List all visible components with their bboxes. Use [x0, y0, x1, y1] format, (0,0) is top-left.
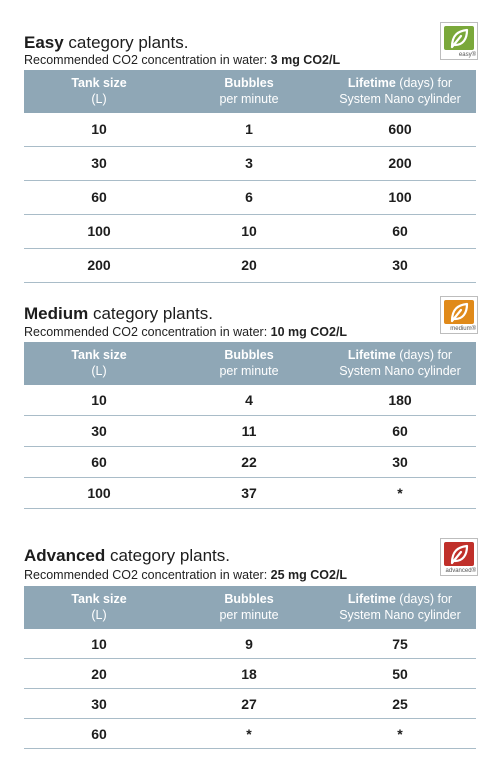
- table-header: [24, 342, 476, 385]
- header-bubbles: Bubbles per minute: [219, 76, 279, 106]
- header-tank-size: Tank size (L): [71, 76, 127, 106]
- table-row: 30 3 200: [24, 147, 476, 181]
- advanced-leaf-icon: advanced®: [440, 538, 478, 576]
- table-row: 100 37 *: [24, 478, 476, 509]
- table-row: 10 4 180: [24, 385, 476, 416]
- header-lifetime: Lifetime (days) for System Nano cylinder: [339, 592, 461, 622]
- table-header: [24, 586, 476, 629]
- table-row: 100 10 60: [24, 215, 476, 249]
- easy-leaf-icon: easy®: [440, 22, 478, 60]
- section-subtitle: Recommended CO2 concentration in water: 25 mg CO2/L: [24, 568, 348, 582]
- table-row: 60 6 100: [24, 181, 476, 215]
- header-tank-size: Tank size (L): [71, 348, 127, 378]
- section-title: Medium category plants.: [24, 304, 213, 323]
- header-lifetime: Lifetime (days) for System Nano cylinder: [339, 348, 461, 378]
- header-bubbles: Bubbles per minute: [219, 592, 279, 622]
- table-row: 30 11 60: [24, 416, 476, 447]
- section-subtitle: Recommended CO2 concentration in water: 3 mg CO2/L: [24, 53, 341, 67]
- section-title: Advanced category plants.: [24, 546, 230, 565]
- table-row: 20 18 50: [24, 659, 476, 689]
- section-subtitle: Recommended CO2 concentration in water: 10 mg CO2/L: [24, 325, 348, 339]
- header-lifetime: Lifetime (days) for System Nano cylinder: [339, 76, 461, 106]
- header-tank-size: Tank size (L): [71, 592, 127, 622]
- section-title: Easy category plants.: [24, 33, 189, 52]
- table-row: 200 20 30: [24, 249, 476, 283]
- header-bubbles: Bubbles per minute: [219, 348, 279, 378]
- table-header: [24, 70, 476, 113]
- table-row: 10 1 600: [24, 113, 476, 147]
- table-row: 10 9 75: [24, 629, 476, 659]
- table-row: 30 27 25: [24, 689, 476, 719]
- table-row: 60 22 30: [24, 447, 476, 478]
- medium-leaf-icon: medium®: [440, 296, 478, 334]
- table-row: 60 * *: [24, 719, 476, 749]
